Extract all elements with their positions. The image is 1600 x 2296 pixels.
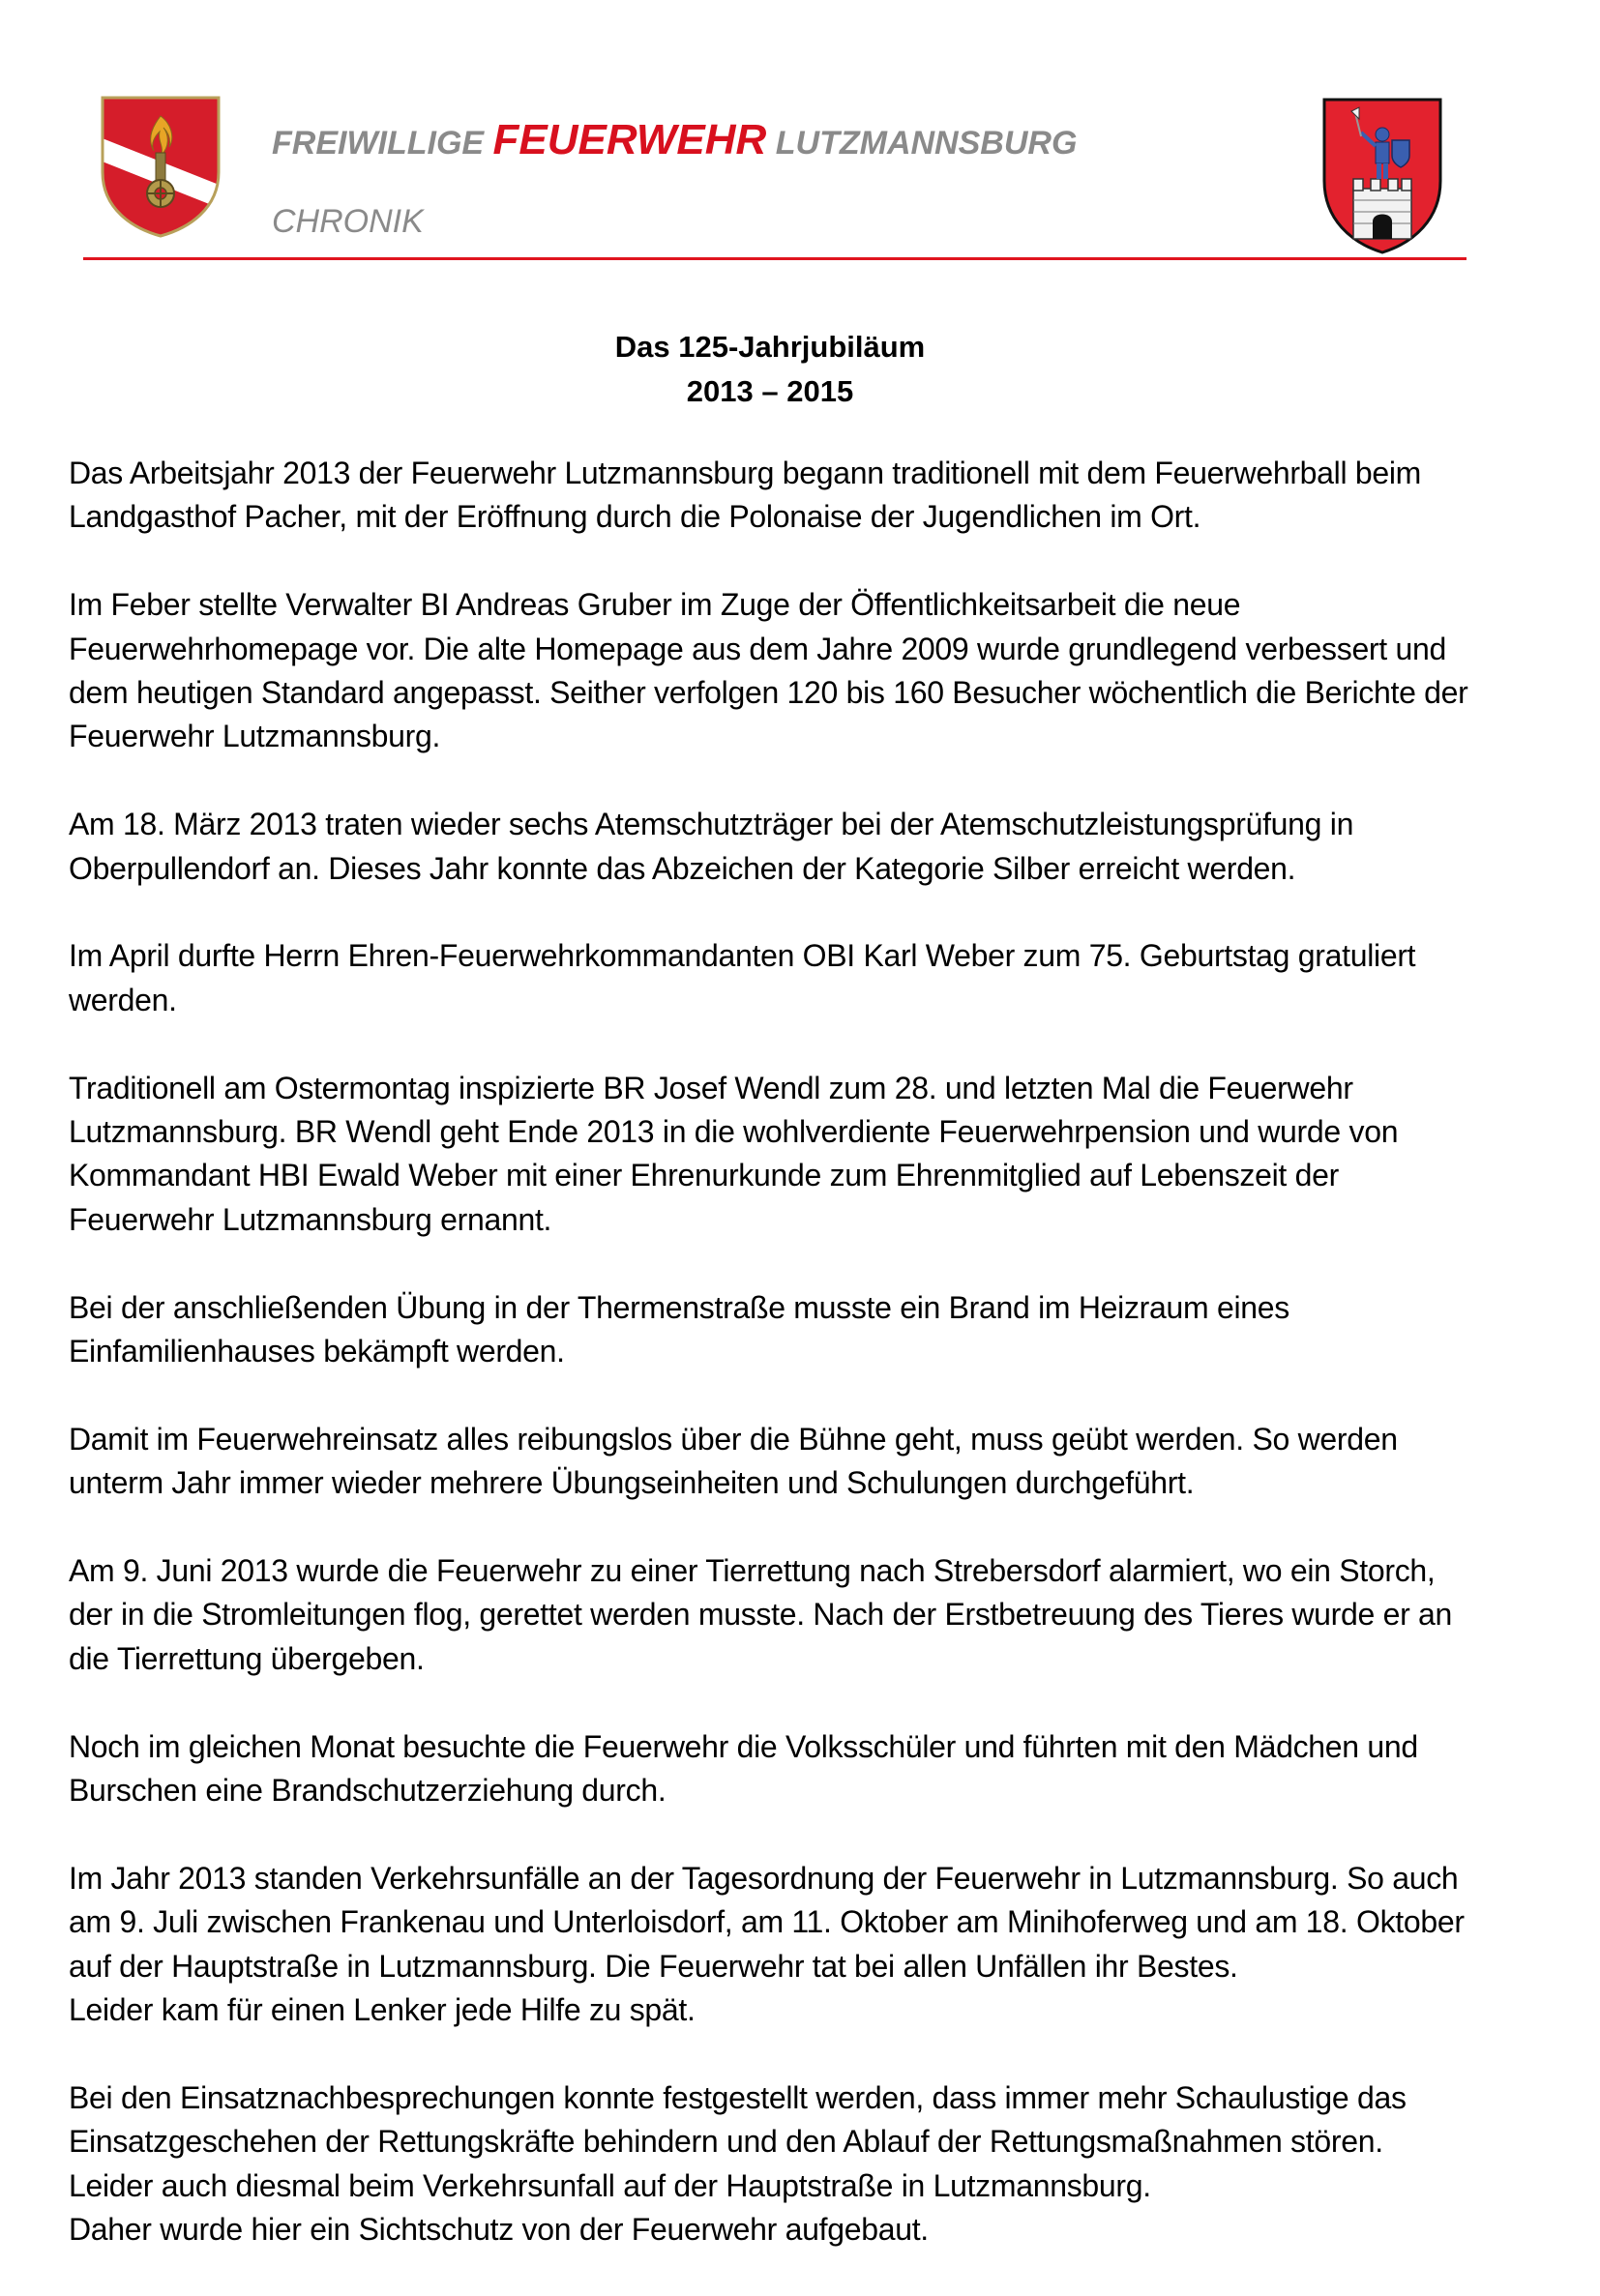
paragraph-line: auf der Hauptstraße in Lutzmannsburg. Die Feuerwehr tat bei allen Unfällen ihr Bestes. — [69, 1948, 1238, 1984]
paragraph-line: Noch im gleichen Monat besuchte die Feuerwehr die Volksschüler und führten mit den Mädchen und — [69, 1728, 1418, 1764]
paragraph — [69, 1725, 1520, 1813]
paragraph-line: Im Feber stellte Verwalter BI Andreas Gruber im Zuge der Öffentlichkeitsarbeit die neue — [69, 587, 1241, 623]
document-title-line: Das 125-Jahrjubiläum — [614, 330, 926, 364]
paragraph — [69, 1067, 1520, 1243]
paragraph — [69, 583, 1520, 759]
paragraph-line: Am 9. Juni 2013 wurde die Feuerwehr zu einer Tierrettung nach Strebersdorf alarmiert, wo ein Storch, — [69, 1553, 1436, 1589]
section-label: CHRONIK — [272, 203, 424, 240]
document-title-years: 2013 – 2015 — [686, 374, 854, 408]
paragraph — [69, 1857, 1520, 2033]
paragraph-line: Einsatzgeschehen der Rettungskräfte behindern und den Ablauf der Rettungsmaßnahmen stören. — [69, 2124, 1383, 2160]
paragraph-line: Feuerwehr Lutzmannsburg. — [69, 719, 441, 754]
paragraph-line: am 9. Juli zwischen Frankenau und Unterloisdorf, am 11. Oktober am Minihoferweg und am 18. Oktober — [69, 1904, 1465, 1940]
paragraph-line: Damit im Feuerwehreinsatz alles reibungslos über die Bühne geht, muss geübt werden. So werden — [69, 1421, 1398, 1457]
document-title — [0, 325, 1540, 414]
paragraph — [69, 1286, 1520, 1374]
paragraph-line: Daher wurde hier ein Sichtschutz von der Feuerwehr aufgebaut. — [69, 2212, 929, 2248]
paragraph-line: Leider auch diesmal beim Verkehrsunfall auf der Hauptstraße in Lutzmannsburg. — [69, 2167, 1151, 2203]
paragraph-line: der in die Stromleitungen flog, gerettet werden musste. Nach der Erstbetreuung des Tieres wurde er an — [69, 1597, 1453, 1633]
paragraph-line: Leider kam für einen Lenker jede Hilfe zu spät. — [69, 1992, 696, 2028]
fire-brigade-emblem-icon — [100, 95, 222, 239]
paragraph-line: Traditionell am Ostermontag inspizierte BR Josef Wendl zum 28. und letzten Mal die Feuerwehr — [69, 1070, 1353, 1105]
paragraph-line: Einfamilienhauses bekämpft werden. — [69, 1334, 565, 1369]
paragraph — [69, 803, 1520, 891]
org-title-prefix: FREIWILLIGE — [272, 125, 493, 162]
paragraph — [69, 452, 1520, 540]
header-divider — [83, 257, 1467, 260]
chronicle-body — [69, 452, 1520, 2296]
paragraph-line: Oberpullendorf an. Dieses Jahr konnte das Abzeichen der Kategorie Silber erreicht werden. — [69, 850, 1296, 886]
paragraph — [69, 2076, 1520, 2252]
paragraph-line: Burschen eine Brandschutzerziehung durch. — [69, 1773, 667, 1809]
municipal-coat-of-arms-icon — [1320, 96, 1444, 256]
org-title-suffix: LUTZMANNSBURG — [766, 125, 1078, 162]
paragraph-line: Kommandant HBI Ewald Weber mit einer Ehrenurkunde zum Ehrenmitglied auf Lebenszeit der — [69, 1158, 1339, 1193]
paragraph-line: Im April durfte Herrn Ehren-Feuerwehrkommandanten OBI Karl Weber zum 75. Geburtstag gratuliert — [69, 938, 1416, 974]
paragraph-line: Im Jahr 2013 standen Verkehrsunfälle an der Tagesordnung der Feuerwehr in Lutzmannsburg. So auch — [69, 1860, 1459, 1896]
organization-title — [272, 116, 1077, 164]
paragraph-line: Am 18. März 2013 traten wieder sechs Atemschutzträger bei der Atemschutzleistungsprüfung in — [69, 807, 1354, 842]
paragraph-line: Feuerwehrhomepage vor. Die alte Homepage aus dem Jahre 2009 wurde grundlegend verbessert und — [69, 631, 1446, 666]
paragraph-line: Das Arbeitsjahr 2013 der Feuerwehr Lutzmannsburg begann traditionell mit dem Feuerwehrball beim — [69, 456, 1422, 490]
paragraph-line: Lutzmannsburg. BR Wendl geht Ende 2013 in die wohlverdiente Feuerwehrpension und wurde von — [69, 1114, 1399, 1150]
paragraph-line: die Tierrettung übergeben. — [69, 1640, 425, 1676]
paragraph-line: unterm Jahr immer wieder mehrere Übungseinheiten und Schulungen durchgeführt. — [69, 1465, 1195, 1501]
paragraph — [69, 934, 1520, 1022]
paragraph-line: werden. — [69, 982, 177, 1017]
paragraph-line: Feuerwehr Lutzmannsburg ernannt. — [69, 1201, 552, 1237]
paragraph-line: Bei den Einsatznachbesprechungen konnte festgestellt werden, dass immer mehr Schaulustige das — [69, 2079, 1407, 2115]
paragraph-line: dem heutigen Standard angepasst. Seither verfolgen 120 bis 160 Besucher wöchentlich die Berichte der — [69, 675, 1468, 711]
paragraph-line: Bei der anschließenden Übung in der Thermenstraße musste ein Brand im Heizraum eines — [69, 1289, 1289, 1325]
paragraph — [69, 1418, 1520, 1506]
org-title-accent: FEUERWEHR — [492, 116, 767, 163]
paragraph-line: Landgasthof Pacher, mit der Eröffnung durch die Polonaise der Jugendlichen im Ort. — [69, 499, 1201, 535]
paragraph — [69, 1549, 1520, 1681]
